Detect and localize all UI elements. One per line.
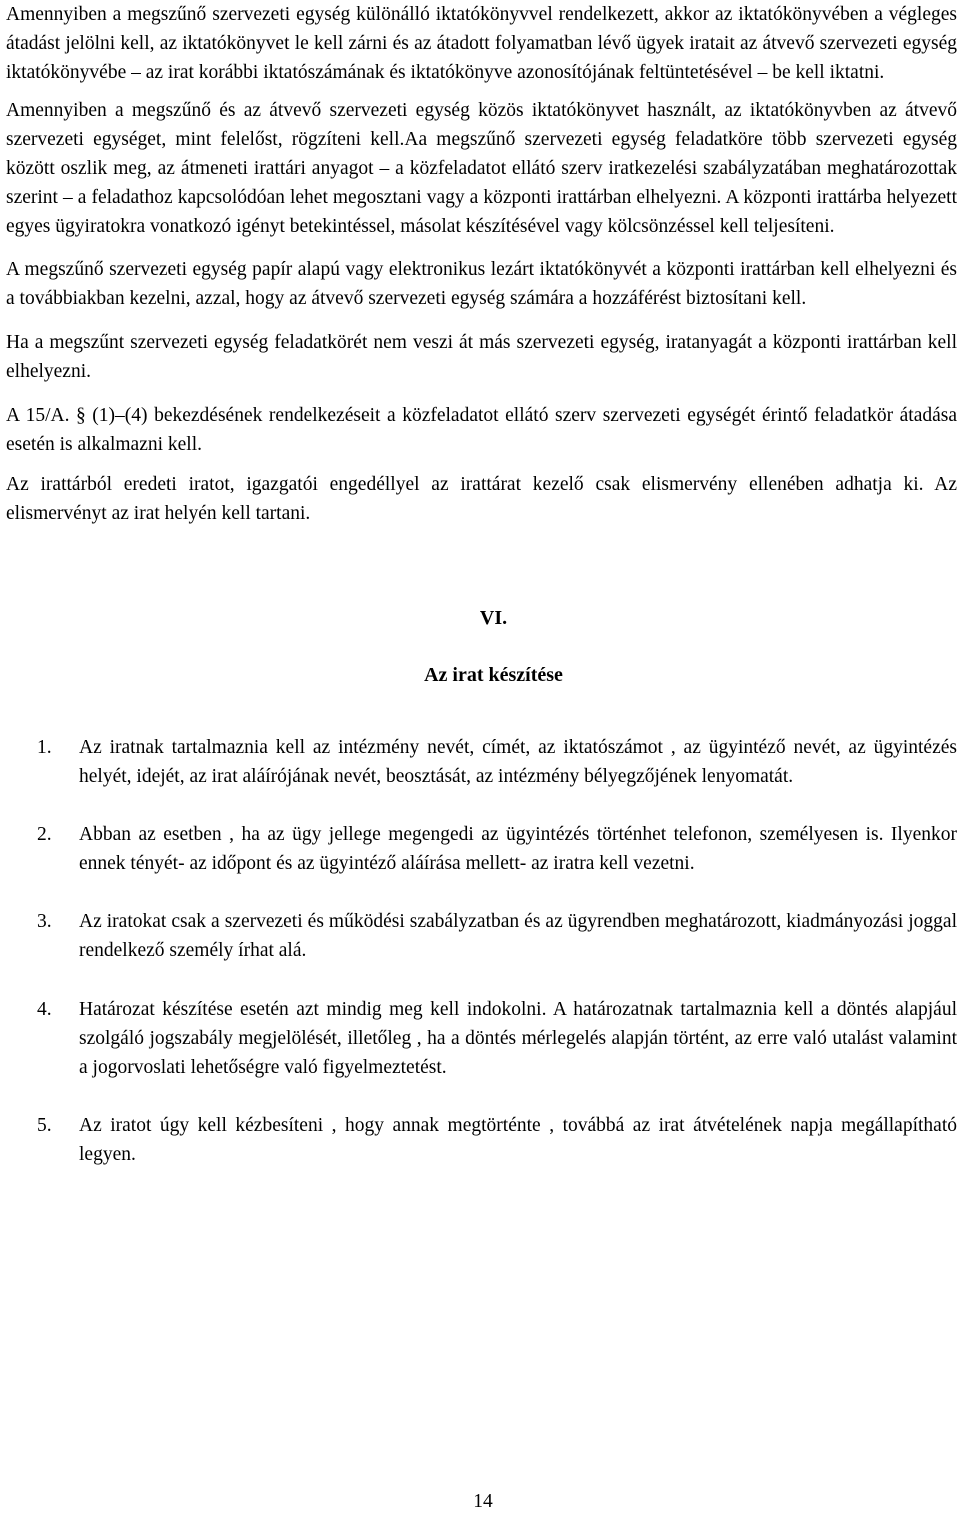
list-item-text: Határozat készítése esetén azt mindig meg kell indokolni. A határozatnak tartalmaznia kell a döntés alapjául szolgáló jogszabály megjelölését, illetőleg , ha a döntés mérlegelés alapján történt, az erre való utalást valamint a jogorvoslati lehetőségre való figyelmeztetést. <box>79 999 957 1078</box>
list-item-number: 3. <box>37 911 52 932</box>
list-item-text: Az iratnak tartalmaznia kell az intézmény nevét, címét, az iktatószámot , az ügyintéző nevét, az ügyintézés helyét, idejét, az irat aláírójának nevét, beosztását, az intézmény bélyegzőjének lenyomatát. <box>79 737 957 787</box>
list-item-number: 4. <box>37 999 52 1020</box>
list-item <box>6 820 957 878</box>
section-title: Az irat készítése <box>424 664 563 686</box>
paragraph-shared-register: Amennyiben a megszűnő és az átvevő szervezeti egység közös iktatókönyvet használt, az iktatókönyvben az átvevő szervezeti egységet, mint felelőst, rögzíteni kell.Aa megszűnő szervezeti egység feladatköre több szervezeti egység között oszlik meg, az átmeneti irattári anyagot – a közfeladatot ellátó szerv iratkezelési szabályzatában meghatározottak szerint – a feladathoz kapcsolódóan lehet megosztani vagy a központi irattárban elhelyezni. A központi irattárba helyezett egyes ügyiratokra vonatkozó igényt betekintéssel, másolat készítésével vagy kölcsönzéssel kell teljesíteni. <box>6 100 957 237</box>
paragraph-archive-closing: Amennyiben a megszűnő szervezeti egység különálló iktatókönyvvel rendelkezett, akkor az iktatókönyvében a végleges átadást jelölni kell, az iktatókönyvet le kell zárni és az átadott folyamatban lévő ügyek iratait az átvevő szervezeti egység iktatókönyvébe – az irat korábbi iktatószámának és iktatókönyve azonosítójának feltüntetésével – be kell iktatni. <box>6 4 957 83</box>
paragraph-closed-register-storage: A megszűnő szervezeti egység papír alapú vagy elektronikus lezárt iktatókönyvét a központi irattárban kell elhelyezni és a továbbiakban kezelni, azzal, hogy az átvevő szervezeti egység számára a hozzáférést biztosítani kell. <box>6 259 957 309</box>
section-number: VI. <box>479 607 508 629</box>
list-item-number: 1. <box>37 737 52 758</box>
list-item-text: Az iratot úgy kell kézbesíteni , hogy annak megtörténte , továbbá az irat átvételének napja megállapítható legyen. <box>79 1115 957 1165</box>
paragraph-archive-lending: Az irattárból eredeti iratot, igazgatói engedéllyel az irattárat kezelő csak elismervény ellenében adhatja ki. Az elismervényt az irat helyén kell tartani. <box>6 474 957 524</box>
list-item-number: 2. <box>37 824 52 845</box>
list-item-text: Abban az esetben , ha az ügy jellege megengedi az ügyintézés történhet telefonon, személyesen is. Ilyenkor ennek tényét- az időpont és az ügyintéző aláírása mellett- az iratra kell vezetni. <box>79 824 957 874</box>
list-item <box>6 907 957 965</box>
list-item <box>6 733 957 791</box>
page-number-text: 14 <box>473 1491 493 1512</box>
list-item-text: Az iratokat csak a szervezeti és működési szabályzatban és az ügyrendben meghatározott, kiadmányozási joggal rendelkező személy írhat alá. <box>79 911 957 961</box>
paragraph-section-reference: A 15/A. § (1)–(4) bekezdésének rendelkezéseit a közfeladatot ellátó szerv szervezeti egységét érintő feladatkör átadása esetén is alkalmazni kell. <box>6 405 957 455</box>
list-item <box>6 995 957 1082</box>
paragraph-unassumed-duties: Ha a megszűnt szervezeti egység feladatkörét nem veszi át más szervezeti egység, iratanyagát a központi irattárban kell elhelyezni. <box>6 332 957 382</box>
page-number <box>0 1487 960 1516</box>
document-page <box>6 0 957 1169</box>
list-item <box>6 1111 957 1169</box>
numbered-list <box>6 733 957 1169</box>
list-item-number: 5. <box>37 1115 52 1136</box>
